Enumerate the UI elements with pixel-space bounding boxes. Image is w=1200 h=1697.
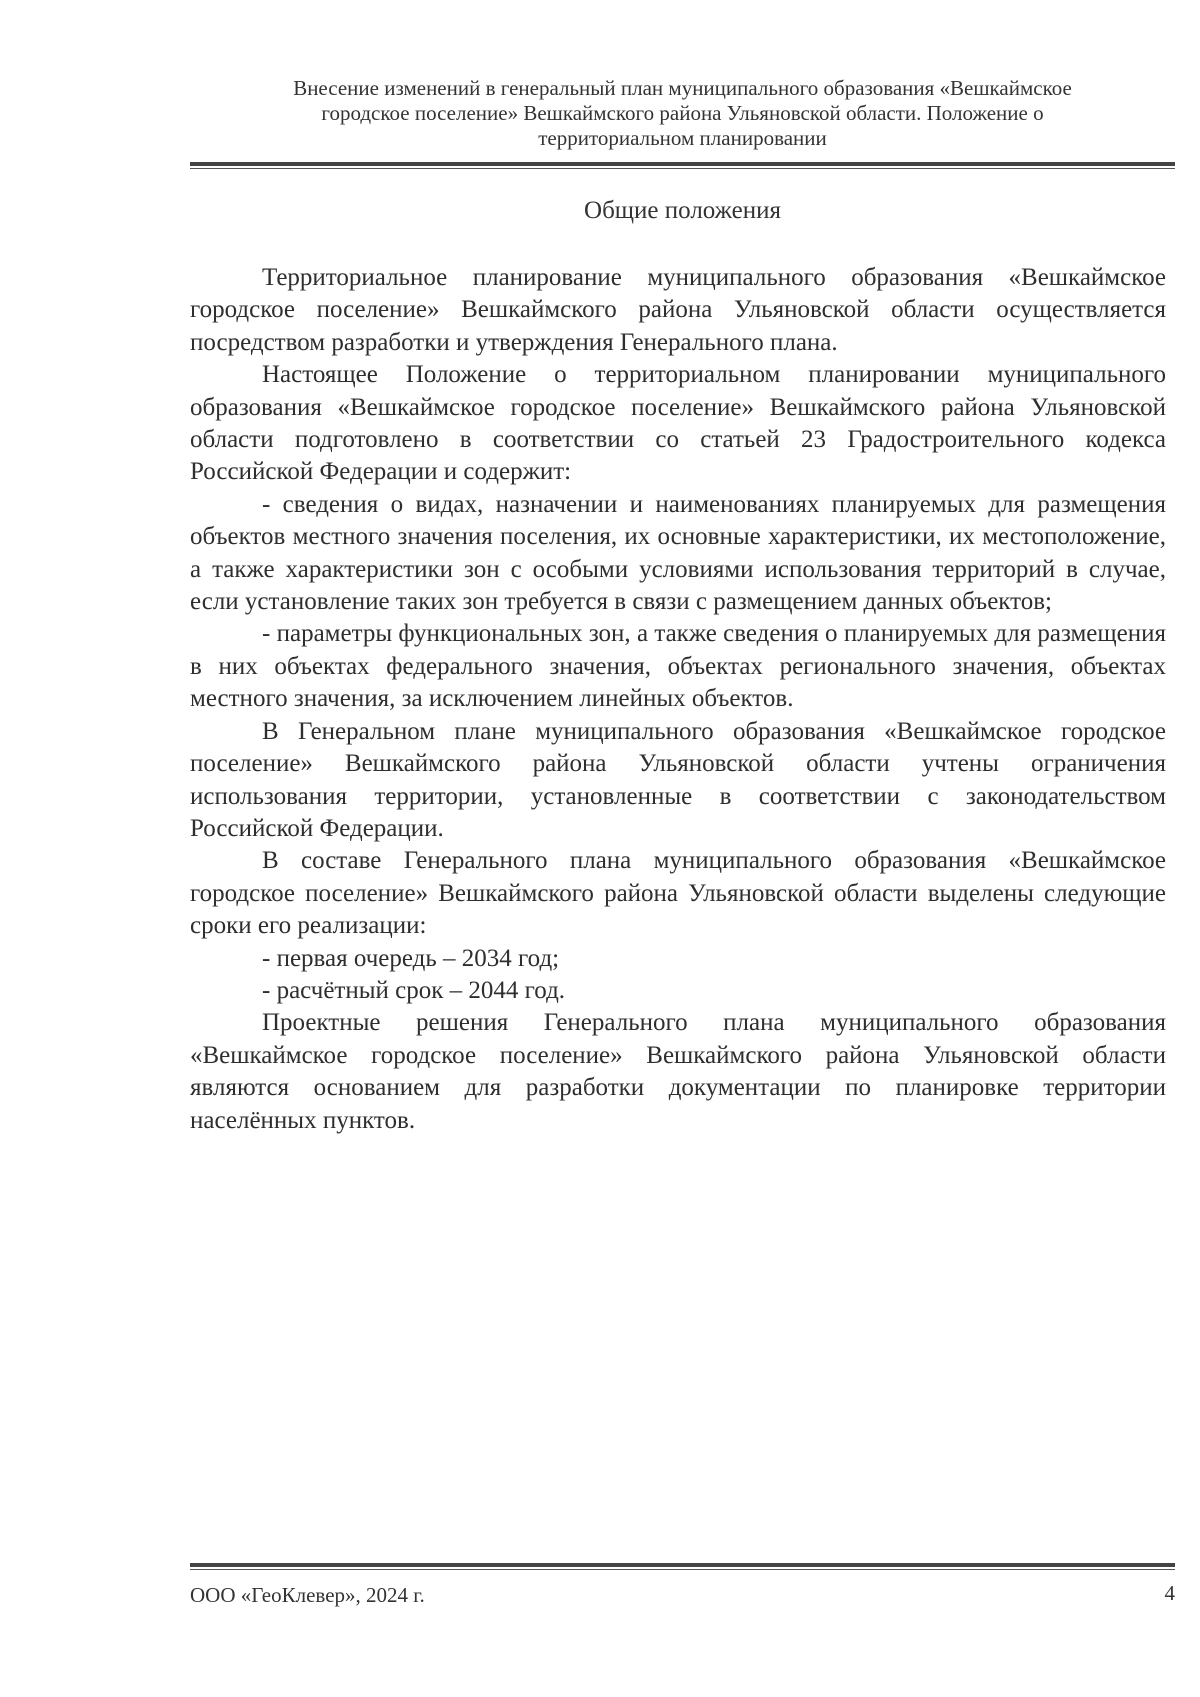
body-text <box>190 262 1166 1137</box>
running-header-line-3: территориальном планировании <box>538 126 827 150</box>
paragraph-intro: Территориальное планирование муниципального образования «Вешкаймское городское поселение» Вешкаймского района Ульяновской области осуществляется посредством разработки и утверждения Генерального плана. <box>190 264 1166 356</box>
list-item-objects: - сведения о видах, назначении и наименованиях планируемых для размещения объектов местного значения поселения, их основные характеристики, их местоположение, а также характеристики зон с особыми условиями использования территорий в случае, если установление таких зон требуется в связи с размещением данных объектов; <box>190 490 1166 616</box>
page-number: 4 <box>1164 1581 1175 1605</box>
list-item-target-term: - расчётный срок – 2044 год. <box>262 976 566 1004</box>
section-title: Общие положения <box>584 197 781 224</box>
paragraph-statement: Настоящее Положение о территориальном планировании муниципального образования «Вешкаймское городское поселение» Вешкаймского района Ульяновской области подготовлено в соответствии со статьей 23 Градостроительного кодекса Российской Федерации и содержит: <box>190 361 1166 486</box>
running-header-line-1: Внесение изменений в генеральный план муниципального образования «Вешкаймское <box>293 76 1072 100</box>
footer-company: ООО «ГеоКлевер», 2024 г. <box>190 1583 425 1607</box>
header-divider <box>190 162 1175 169</box>
paragraph-restrictions: В Генеральном плане муниципального образования «Вешкаймское городское поселение» Вешкаймского района Ульяновской области учтены ограничения использования территории, установленные в соответствии с законодательством Российской Федерации. <box>190 717 1166 842</box>
paragraph-terms: В составе Генерального плана муниципального образования «Вешкаймское городское поселение» Вешкаймского района Ульяновской области выделены следующие сроки его реализации: <box>190 847 1166 940</box>
running-header <box>190 76 1175 151</box>
paragraph-decisions: Проектные решения Генерального плана муниципального образования «Вешкаймское городское поселение» Вешкаймского района Ульяновской области являются основанием для разработки документации по планировке территории населённых пунктов. <box>190 1009 1166 1134</box>
footer-divider <box>190 1563 1175 1570</box>
list-item-first-stage: - первая очередь – 2034 год; <box>262 944 560 972</box>
running-header-line-2: городское поселение» Вешкаймского района Ульяновской области. Положение о <box>321 101 1044 125</box>
list-item-zones: - параметры функциональных зон, а также сведения о планируемых для размещения в них объектах федерального значения, объектах регионального значения, объектах местного значения, за исключением линейных объектов. <box>190 620 1166 713</box>
